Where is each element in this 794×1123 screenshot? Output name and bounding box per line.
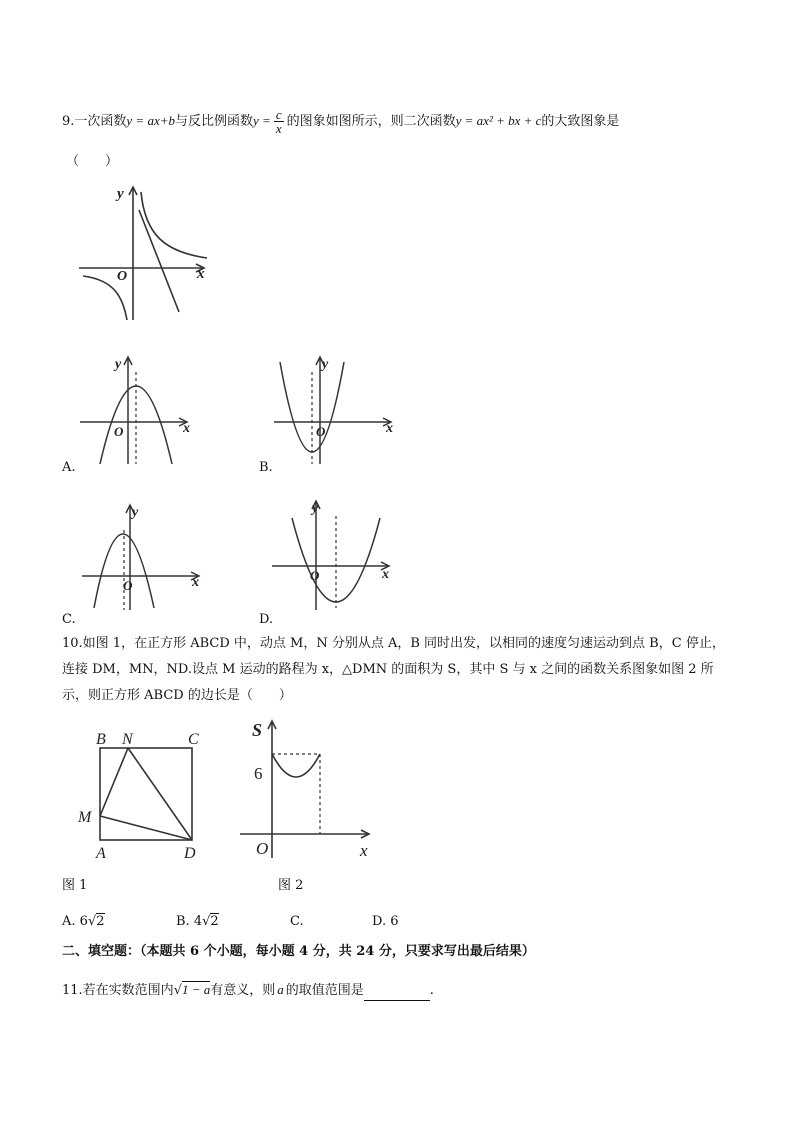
q9-main-figure <box>75 180 225 325</box>
q11-radicand: 1 − a <box>181 982 211 997</box>
q10-figure-1-caption: 图 1 <box>62 878 88 893</box>
q9-stem <box>62 108 619 135</box>
q10-option-b[interactable] <box>176 912 219 932</box>
q9-mid2: 的图象如图所示，则二次函数 <box>286 114 456 129</box>
segment-mn <box>100 748 128 816</box>
q9-fraction <box>274 108 284 135</box>
origin-label: O <box>123 578 133 593</box>
q9-option-c-label[interactable]: C. <box>62 612 76 627</box>
q9-inverse-formula-lhs: y = <box>253 113 271 128</box>
point-d-label: D <box>184 845 196 862</box>
s-axis-label: S <box>252 720 263 740</box>
q9-quadratic-formula: y = ax² + bx + c <box>455 113 542 128</box>
x-label: x <box>183 421 190 436</box>
q10-figure-1-square <box>70 724 220 864</box>
q11-stem <box>62 980 434 1001</box>
sqrt-sign: √ <box>87 914 97 929</box>
x-label: x <box>192 575 199 590</box>
point-n-label: N <box>122 731 133 748</box>
y-label: y <box>115 357 122 372</box>
q9-mid1: 与反比例函数 <box>175 114 254 129</box>
hyperbola-branch-1 <box>141 192 207 258</box>
q10-option-b-radicand: 2 <box>210 914 219 929</box>
linear-function-line <box>139 210 179 312</box>
q10-option-a-label: A. 6 <box>62 914 88 929</box>
q9-option-a-graph <box>78 352 198 467</box>
q10-line-2: 连接 DM，MN，ND.设点 M 运动的路程为 x，△DMN 的面积为 S，其中 S 与 x 之间的函数关系图象如图 2 所 <box>62 662 714 677</box>
q11-answer-blank[interactable] <box>364 986 430 1001</box>
q11-suffix: 的取值范围是 <box>285 983 364 998</box>
q10-option-d[interactable]: D. 6 <box>372 914 399 929</box>
area-curve <box>272 754 320 777</box>
q9-answer-bracket: （ ） <box>66 154 119 169</box>
q9-option-b-label[interactable]: B. <box>259 460 273 475</box>
value-6-label: 6 <box>254 764 263 783</box>
point-a-label: A <box>96 845 106 862</box>
sqrt-sign: √ <box>202 914 211 929</box>
q11-variable: a <box>277 982 284 997</box>
q10-option-c[interactable]: C. <box>290 914 304 929</box>
origin-label: O <box>114 424 124 439</box>
point-m-label: M <box>78 809 92 826</box>
origin-label: O <box>310 568 320 583</box>
point-c-label: C <box>188 731 199 748</box>
q9-prefix: 9.一次函数 <box>62 114 127 129</box>
q10-figure-2-caption: 图 2 <box>278 878 304 893</box>
q10-option-b-label: B. 4 <box>176 914 203 929</box>
q9-fraction-num: c <box>275 107 282 122</box>
y-label: y <box>312 501 319 516</box>
q10-option-a[interactable] <box>62 912 105 932</box>
x-axis-label: x <box>360 841 368 860</box>
origin-label: O <box>256 839 269 858</box>
q10-line-1: 10.如图 1，在正方形 ABCD 中，动点 M，N 分别从点 A，B 同时出发，以相同的速度匀速运动到点 B，C 停止， <box>62 636 725 651</box>
square-abcd <box>100 748 192 840</box>
sqrt-sign: √ <box>173 983 182 998</box>
x-label: x <box>386 421 393 436</box>
y-label: y <box>132 505 139 520</box>
q9-option-a-label[interactable]: A. <box>62 460 76 475</box>
y-label: y <box>322 357 329 372</box>
q11-mid: 有意义，则 <box>210 983 276 998</box>
q9-option-b-graph <box>272 352 402 467</box>
y-label: y <box>117 186 124 202</box>
q9-linear-formula: y = ax+b <box>126 113 175 128</box>
q9-option-d-label[interactable]: D. <box>259 612 274 627</box>
q9-fraction-den: x <box>275 121 282 136</box>
origin-label: O <box>117 269 128 284</box>
q11-end: . <box>429 983 434 998</box>
q10-line-3: 示，则正方形 ABCD 的边长是（ ） <box>62 688 292 703</box>
q10-option-a-radicand: 2 <box>96 914 105 929</box>
section-2-heading: 二、填空题：（本题共 6 个小题，每小题 4 分，共 24 分，只要求写出最后结果） <box>62 944 535 959</box>
q10-figure-2-graph <box>238 716 380 862</box>
point-b-label: B <box>96 731 106 748</box>
x-label: x <box>197 266 205 282</box>
q11-prefix: 11.若在实数范围内 <box>62 983 174 998</box>
q9-suffix: 的大致图象是 <box>541 114 620 129</box>
origin-label: O <box>316 424 326 439</box>
x-label: x <box>382 567 389 582</box>
q9-option-d-graph <box>270 496 400 612</box>
q9-option-c-graph <box>80 500 210 612</box>
